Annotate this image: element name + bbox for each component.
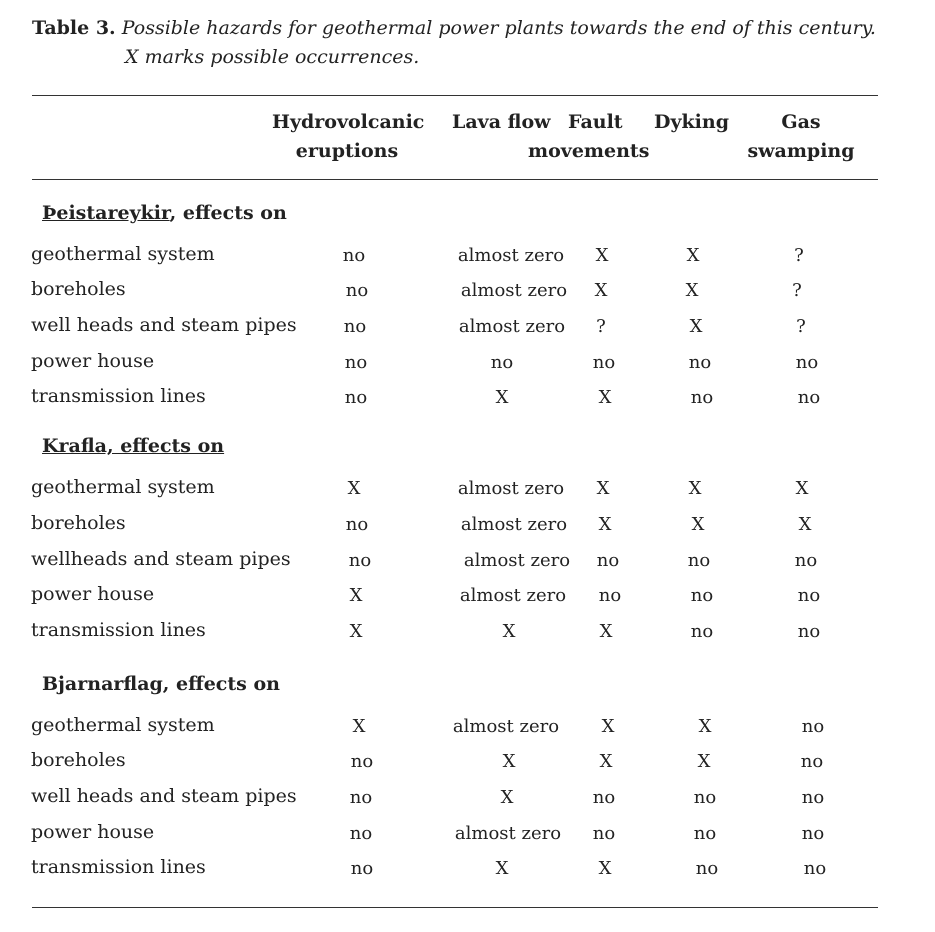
cell-dyking: X <box>691 514 705 535</box>
cell-gas: X <box>795 478 809 499</box>
section-title-rest: Bjarnarflag, effects on <box>42 673 280 695</box>
row-label: boreholes <box>31 278 126 300</box>
cell-dyking: X <box>697 751 711 772</box>
header-gas-line2: swamping <box>747 140 855 162</box>
cell-dyking: X <box>685 280 699 301</box>
cell-gas: ? <box>792 280 802 301</box>
header-hydrovolcanic <box>272 108 425 166</box>
cell-gas: ? <box>796 316 806 337</box>
row-label: well heads and steam pipes <box>31 314 297 336</box>
table-caption <box>32 14 892 72</box>
bottom-rule <box>32 907 878 908</box>
cell-dyking: no <box>688 352 712 373</box>
cell-lava-flow: almost zero <box>452 716 560 737</box>
row-label: transmission lines <box>31 619 206 641</box>
cell-fault: X <box>594 280 608 301</box>
cell-hydrovolcanic: no <box>343 316 367 337</box>
cell-lava-flow: almost zero <box>463 550 571 571</box>
header-gas-line1: Gas <box>781 111 821 133</box>
cell-dyking: no <box>690 387 714 408</box>
cell-hydrovolcanic: X <box>349 621 363 642</box>
cell-fault: X <box>598 387 612 408</box>
row-label: geothermal system <box>31 243 215 265</box>
cell-fault: no <box>596 550 620 571</box>
cell-hydrovolcanic: no <box>345 514 369 535</box>
cell-hydrovolcanic: no <box>350 858 374 879</box>
cell-hydrovolcanic: no <box>345 280 369 301</box>
cell-fault: X <box>595 245 609 266</box>
cell-gas: no <box>797 387 821 408</box>
row-label: transmission lines <box>31 385 206 407</box>
header-lava-flow: Lava flow <box>452 111 551 133</box>
cell-hydrovolcanic: no <box>349 787 373 808</box>
row-label: geothermal system <box>31 476 215 498</box>
cell-lava-flow: X <box>502 621 516 642</box>
caption-line-2: X marks possible occurrences. <box>125 46 420 68</box>
cell-lava-flow: X <box>495 858 509 879</box>
cell-lava-flow: almost zero <box>458 316 566 337</box>
cell-hydrovolcanic: no <box>348 550 372 571</box>
header-dyking: Dyking <box>654 111 729 133</box>
cell-fault: no <box>592 352 616 373</box>
cell-fault: X <box>598 858 612 879</box>
row-label: boreholes <box>31 512 126 534</box>
cell-lava-flow: almost zero <box>454 823 562 844</box>
cell-dyking: no <box>695 858 719 879</box>
section-title-rest: , effects on <box>169 202 287 224</box>
cell-hydrovolcanic: X <box>347 478 361 499</box>
row-label: power house <box>31 350 155 372</box>
cell-gas: no <box>795 352 819 373</box>
cell-dyking: X <box>686 245 700 266</box>
cell-hydrovolcanic: no <box>350 751 374 772</box>
cell-dyking: X <box>698 716 712 737</box>
cell-fault: X <box>599 621 613 642</box>
row-label: transmission lines <box>31 856 206 878</box>
cell-lava-flow: X <box>495 387 509 408</box>
cell-fault: X <box>601 716 615 737</box>
cell-gas: no <box>797 585 821 606</box>
cell-hydrovolcanic: no <box>342 245 366 266</box>
cell-dyking: X <box>689 316 703 337</box>
cell-lava-flow: no <box>490 352 514 373</box>
header-hydrovolcanic-line2: eruptions <box>295 140 399 162</box>
cell-hydrovolcanic: X <box>352 716 366 737</box>
cell-fault: X <box>598 514 612 535</box>
cell-fault: ? <box>596 316 606 337</box>
cell-dyking: no <box>690 621 714 642</box>
row-label: power house <box>31 583 155 605</box>
header-fault: Fault <box>568 111 623 133</box>
row-label: well heads and steam pipes <box>31 785 297 807</box>
section-title-underlined: Þeistareykir <box>42 202 170 224</box>
section-title <box>42 435 224 457</box>
row-label: boreholes <box>31 749 126 771</box>
cell-gas: no <box>794 550 818 571</box>
row-label: power house <box>31 821 155 843</box>
cell-lava-flow: X <box>500 787 514 808</box>
header-hydrovolcanic-line1: Hydrovolcanic <box>272 111 425 133</box>
section-title-underlined: Krafla, effects on <box>42 435 225 457</box>
cell-lava-flow: almost zero <box>457 245 565 266</box>
cell-gas: no <box>801 823 825 844</box>
section-title <box>42 202 287 224</box>
cell-dyking: no <box>690 585 714 606</box>
cell-lava-flow: X <box>502 751 516 772</box>
cell-fault: no <box>592 823 616 844</box>
cell-hydrovolcanic: no <box>344 387 368 408</box>
row-label: geothermal system <box>31 714 215 736</box>
cell-fault: no <box>598 585 622 606</box>
top-rule <box>32 95 878 96</box>
cell-gas: ? <box>794 245 804 266</box>
cell-fault: X <box>596 478 610 499</box>
cell-hydrovolcanic: no <box>349 823 373 844</box>
row-label: wellheads and steam pipes <box>31 548 291 570</box>
cell-dyking: no <box>693 787 717 808</box>
header-gas-swamping <box>745 108 857 166</box>
cell-gas: no <box>801 787 825 808</box>
cell-hydrovolcanic: X <box>349 585 363 606</box>
header-rule <box>32 179 878 180</box>
cell-lava-flow: almost zero <box>459 585 567 606</box>
cell-lava-flow: almost zero <box>460 280 568 301</box>
cell-hydrovolcanic: no <box>344 352 368 373</box>
cell-gas: X <box>798 514 812 535</box>
cell-fault: X <box>599 751 613 772</box>
cell-fault: no <box>592 787 616 808</box>
cell-dyking: X <box>688 478 702 499</box>
cell-lava-flow: almost zero <box>457 478 565 499</box>
cell-gas: no <box>803 858 827 879</box>
caption-line-1: Possible hazards for geothermal power plants towards the end of this century. <box>121 17 876 39</box>
cell-dyking: no <box>693 823 717 844</box>
cell-gas: no <box>801 716 825 737</box>
caption-label: Table 3. <box>32 17 116 39</box>
cell-gas: no <box>800 751 824 772</box>
section-title <box>42 673 280 695</box>
cell-dyking: no <box>687 550 711 571</box>
cell-lava-flow: almost zero <box>460 514 568 535</box>
header-fault-movements: movements <box>528 140 650 162</box>
cell-gas: no <box>797 621 821 642</box>
